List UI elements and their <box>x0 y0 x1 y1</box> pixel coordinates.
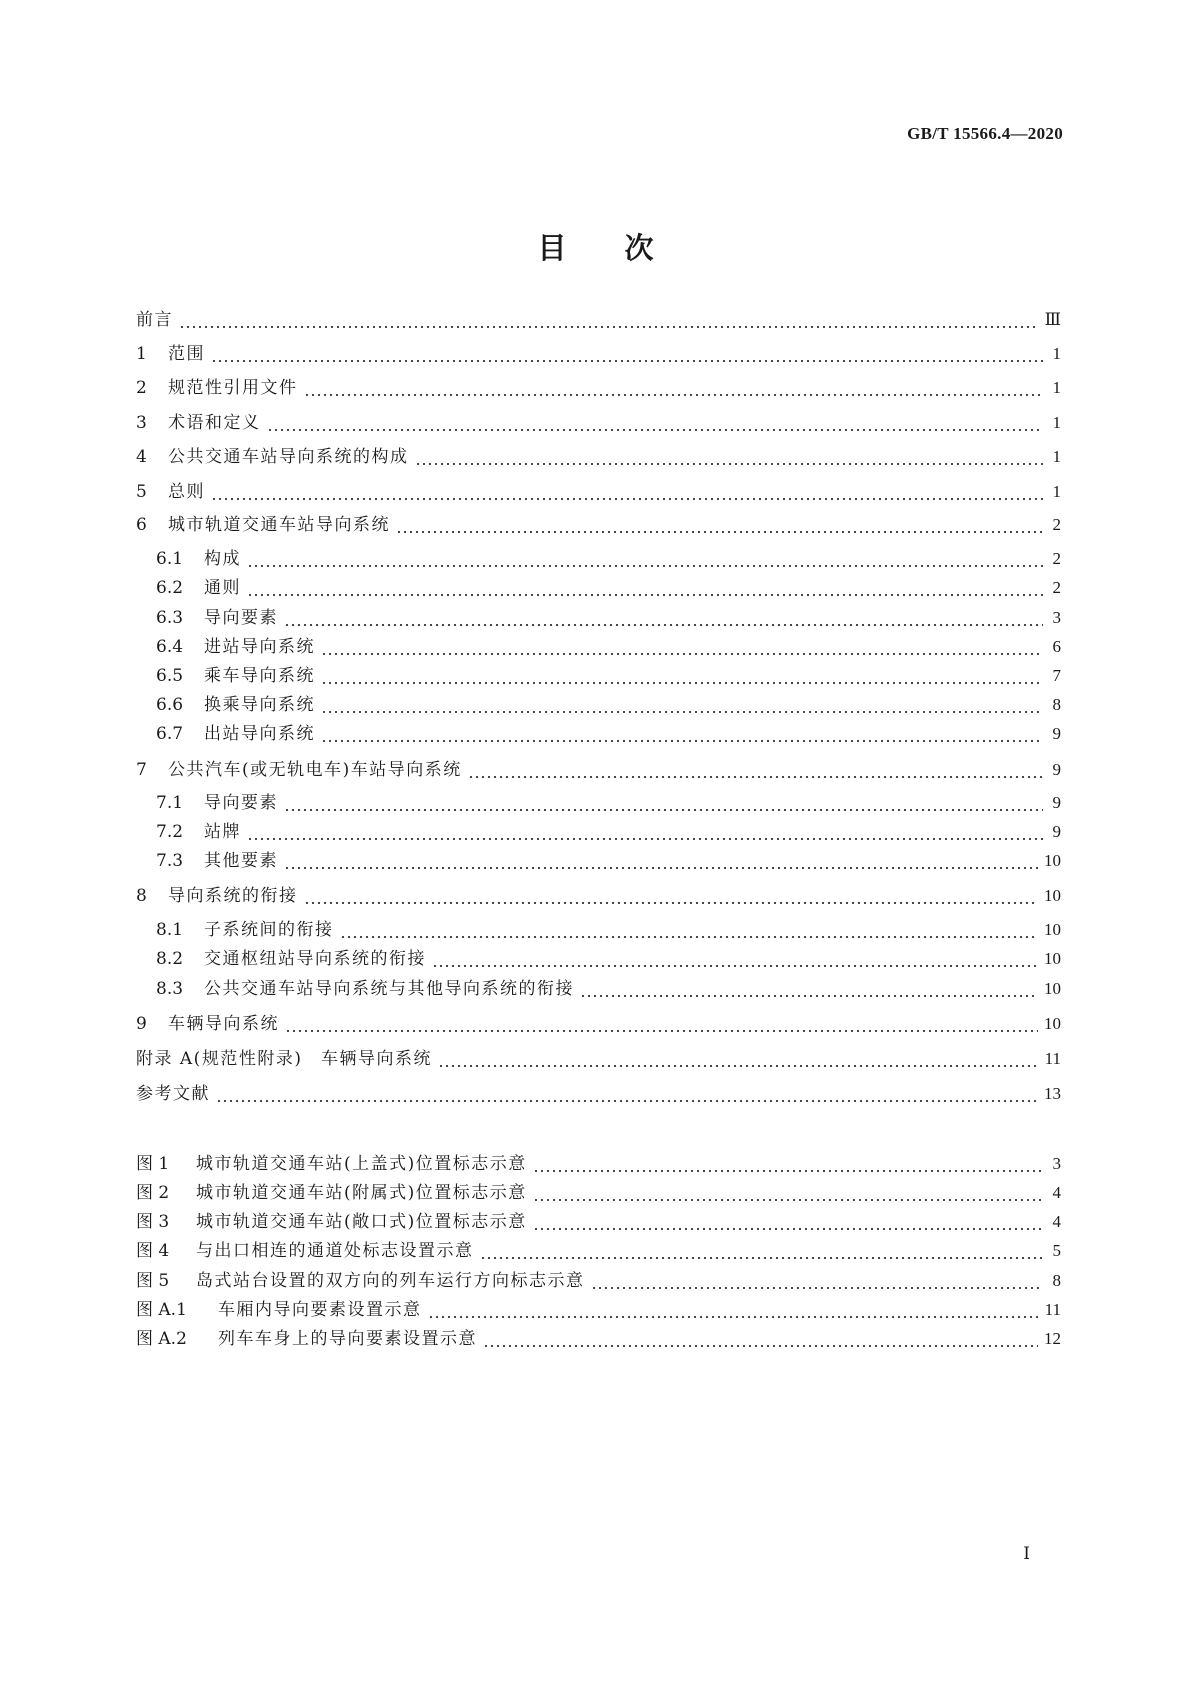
toc-entry[interactable] <box>136 569 1061 599</box>
section-number: 1 <box>136 344 147 364</box>
figure-title: 列车车身上的导向要素设置示意 <box>218 1329 477 1349</box>
page-ref: 9 <box>1052 760 1061 779</box>
dot-leader <box>179 309 1039 331</box>
toc-entry[interactable] <box>136 813 1061 843</box>
figure-number: 图 1 <box>136 1154 170 1174</box>
page-ref: 1 <box>1052 482 1061 501</box>
toc-entry[interactable] <box>136 540 1061 570</box>
section-number: 8.1 <box>156 920 184 940</box>
toc-entry[interactable] <box>136 940 1061 970</box>
dot-leader <box>284 607 1043 629</box>
section-number: 8.3 <box>156 979 184 999</box>
page-ref: 12 <box>1044 1329 1061 1348</box>
dot-leader <box>247 577 1043 599</box>
section-title: 术语和定义 <box>168 413 261 433</box>
section-number: 7.2 <box>156 822 184 842</box>
toc-entry[interactable] <box>136 970 1061 1000</box>
page-title: 目 次 <box>537 231 654 265</box>
dot-leader <box>321 723 1043 745</box>
toc-entry[interactable] <box>136 842 1061 872</box>
page-ref: 10 <box>1044 979 1061 998</box>
section-number: 6.7 <box>156 724 184 744</box>
toc-entry[interactable] <box>136 438 1061 468</box>
page-ref: 5 <box>1052 1241 1061 1260</box>
figure-entry[interactable] <box>136 1262 1061 1292</box>
figure-entry[interactable] <box>136 1320 1061 1350</box>
figure-entry[interactable] <box>136 1203 1061 1233</box>
page-ref: 11 <box>1044 1300 1061 1319</box>
dot-leader <box>247 821 1043 843</box>
toc-entry[interactable] <box>136 751 1061 781</box>
section-number: 3 <box>136 413 147 433</box>
page-ref: 9 <box>1052 793 1061 812</box>
dot-leader <box>340 919 1039 941</box>
page-ref: 6 <box>1052 637 1061 656</box>
dot-leader <box>483 1328 1038 1350</box>
figure-number: 图 A.1 <box>136 1300 187 1320</box>
dot-leader <box>216 1083 1038 1105</box>
page-ref: 10 <box>1044 949 1061 968</box>
section-title: 其他要素 <box>204 851 278 871</box>
toc-entry[interactable] <box>136 1040 1061 1070</box>
section-title: 范围 <box>168 344 205 364</box>
figure-title: 岛式站台设置的双方向的列车运行方向标志示意 <box>196 1271 585 1291</box>
section-title: 车辆导向系统 <box>168 1014 279 1034</box>
page-ref: 9 <box>1052 822 1061 841</box>
section-number: 6.6 <box>156 695 184 715</box>
toc-entry[interactable] <box>136 628 1061 658</box>
page-ref: Ⅲ <box>1044 310 1061 329</box>
section-number: 8.2 <box>156 949 184 969</box>
dot-leader <box>247 548 1043 570</box>
page-ref: 1 <box>1052 413 1061 432</box>
section-title: 通则 <box>204 578 241 598</box>
section-title: 附录 A(规范性附录) 车辆导向系统 <box>136 1049 432 1069</box>
page-ref: 4 <box>1052 1183 1061 1202</box>
figure-number: 图 2 <box>136 1183 170 1203</box>
figure-title: 城市轨道交通车站(附属式)位置标志示意 <box>196 1183 527 1203</box>
page-ref: 4 <box>1052 1212 1061 1231</box>
dot-leader <box>285 1013 1038 1035</box>
page-ref: 2 <box>1052 578 1061 597</box>
page-ref: 10 <box>1044 886 1061 905</box>
toc-entry[interactable] <box>136 911 1061 941</box>
toc-entry[interactable] <box>136 1075 1061 1105</box>
toc-entry[interactable] <box>136 473 1061 503</box>
dot-leader <box>304 377 1044 399</box>
section-title: 公共汽车(或无轨电车)车站导向系统 <box>168 760 462 780</box>
section-number: 4 <box>136 447 147 467</box>
toc-entry[interactable] <box>136 599 1061 629</box>
toc-entry[interactable] <box>136 506 1061 536</box>
dot-leader <box>284 850 1038 872</box>
figure-entry[interactable] <box>136 1291 1061 1321</box>
page-ref: 1 <box>1052 447 1061 466</box>
section-number: 6 <box>136 515 147 535</box>
page-ref: 3 <box>1052 1154 1061 1173</box>
figure-entry[interactable] <box>136 1145 1061 1175</box>
toc-entry[interactable] <box>136 335 1061 365</box>
figure-title: 与出口相连的通道处标志设置示意 <box>196 1241 474 1261</box>
dot-leader <box>396 514 1043 536</box>
toc-entry[interactable] <box>136 715 1061 745</box>
section-title: 参考文献 <box>136 1084 210 1104</box>
toc-entry[interactable] <box>136 784 1061 814</box>
dot-leader <box>211 481 1043 503</box>
dot-leader <box>580 978 1038 1000</box>
page-number: Ⅰ <box>1023 1544 1030 1563</box>
dot-leader <box>468 759 1043 781</box>
section-title: 交通枢纽站导向系统的衔接 <box>204 949 426 969</box>
section-number: 6.4 <box>156 637 184 657</box>
section-number: 5 <box>136 482 147 502</box>
page-ref: 10 <box>1044 1014 1061 1033</box>
page-ref: 10 <box>1044 920 1061 939</box>
dot-leader <box>533 1182 1043 1204</box>
figure-title: 车厢内导向要素设置示意 <box>218 1300 422 1320</box>
dot-leader <box>438 1048 1039 1070</box>
page-ref: 1 <box>1052 344 1061 363</box>
dot-leader <box>211 343 1043 365</box>
figure-number: 图 A.2 <box>136 1329 187 1349</box>
section-title: 换乘导向系统 <box>204 695 315 715</box>
section-title: 前言 <box>136 310 173 330</box>
dot-leader <box>533 1211 1043 1233</box>
page-ref: 8 <box>1052 1271 1061 1290</box>
dot-leader <box>321 665 1043 687</box>
section-title: 乘车导向系统 <box>204 666 315 686</box>
dot-leader <box>415 446 1044 468</box>
section-title: 进站导向系统 <box>204 637 315 657</box>
page-ref: 3 <box>1052 608 1061 627</box>
figure-title: 城市轨道交通车站(上盖式)位置标志示意 <box>196 1154 527 1174</box>
section-number: 6.2 <box>156 578 184 598</box>
section-title: 规范性引用文件 <box>168 378 298 398</box>
section-title: 导向要素 <box>204 793 278 813</box>
figure-number: 图 3 <box>136 1212 170 1232</box>
dot-leader <box>267 412 1044 434</box>
figure-entry[interactable] <box>136 1174 1061 1204</box>
section-title: 子系统间的衔接 <box>204 920 334 940</box>
section-number: 6.3 <box>156 608 184 628</box>
dot-leader <box>304 885 1039 907</box>
section-number: 7 <box>136 760 147 780</box>
page-ref: 1 <box>1052 378 1061 397</box>
figure-number: 图 4 <box>136 1241 170 1261</box>
dot-leader <box>321 694 1043 716</box>
standard-code: GB/T 15566.4—2020 <box>907 124 1063 143</box>
section-title: 站牌 <box>204 822 241 842</box>
section-title: 公共交通车站导向系统的构成 <box>168 447 409 467</box>
dot-leader <box>432 948 1038 970</box>
page-ref: 10 <box>1044 851 1061 870</box>
figure-title: 城市轨道交通车站(敞口式)位置标志示意 <box>196 1212 527 1232</box>
page-ref: 7 <box>1052 666 1061 685</box>
toc-entry[interactable] <box>136 1005 1061 1035</box>
dot-leader <box>284 792 1043 814</box>
section-title: 公共交通车站导向系统与其他导向系统的衔接 <box>204 979 574 999</box>
toc-entry[interactable] <box>136 301 1061 331</box>
dot-leader <box>321 636 1043 658</box>
section-title: 城市轨道交通车站导向系统 <box>168 515 390 535</box>
section-number: 6.1 <box>156 549 184 569</box>
section-number: 9 <box>136 1014 147 1034</box>
toc-entry[interactable] <box>136 877 1061 907</box>
page-ref: 2 <box>1052 515 1061 534</box>
section-number: 2 <box>136 378 147 398</box>
dot-leader <box>480 1240 1044 1262</box>
section-number: 7.1 <box>156 793 184 813</box>
dot-leader <box>428 1299 1039 1321</box>
figure-number: 图 5 <box>136 1271 170 1291</box>
section-number: 6.5 <box>156 666 184 686</box>
section-title: 总则 <box>168 482 205 502</box>
section-title: 导向要素 <box>204 608 278 628</box>
toc-entry[interactable] <box>136 657 1061 687</box>
page-ref: 8 <box>1052 695 1061 714</box>
page-ref: 2 <box>1052 549 1061 568</box>
page-ref: 13 <box>1044 1084 1061 1103</box>
toc-entry[interactable] <box>136 404 1061 434</box>
page-ref: 11 <box>1044 1049 1061 1068</box>
figure-entry[interactable] <box>136 1232 1061 1262</box>
page-ref: 9 <box>1052 724 1061 743</box>
dot-leader <box>591 1270 1044 1292</box>
section-title: 构成 <box>204 549 241 569</box>
section-title: 出站导向系统 <box>204 724 315 744</box>
section-number: 7.3 <box>156 851 184 871</box>
dot-leader <box>533 1153 1043 1175</box>
section-number: 8 <box>136 886 147 906</box>
toc-entry[interactable] <box>136 686 1061 716</box>
section-title: 导向系统的衔接 <box>168 886 298 906</box>
toc-entry[interactable] <box>136 369 1061 399</box>
